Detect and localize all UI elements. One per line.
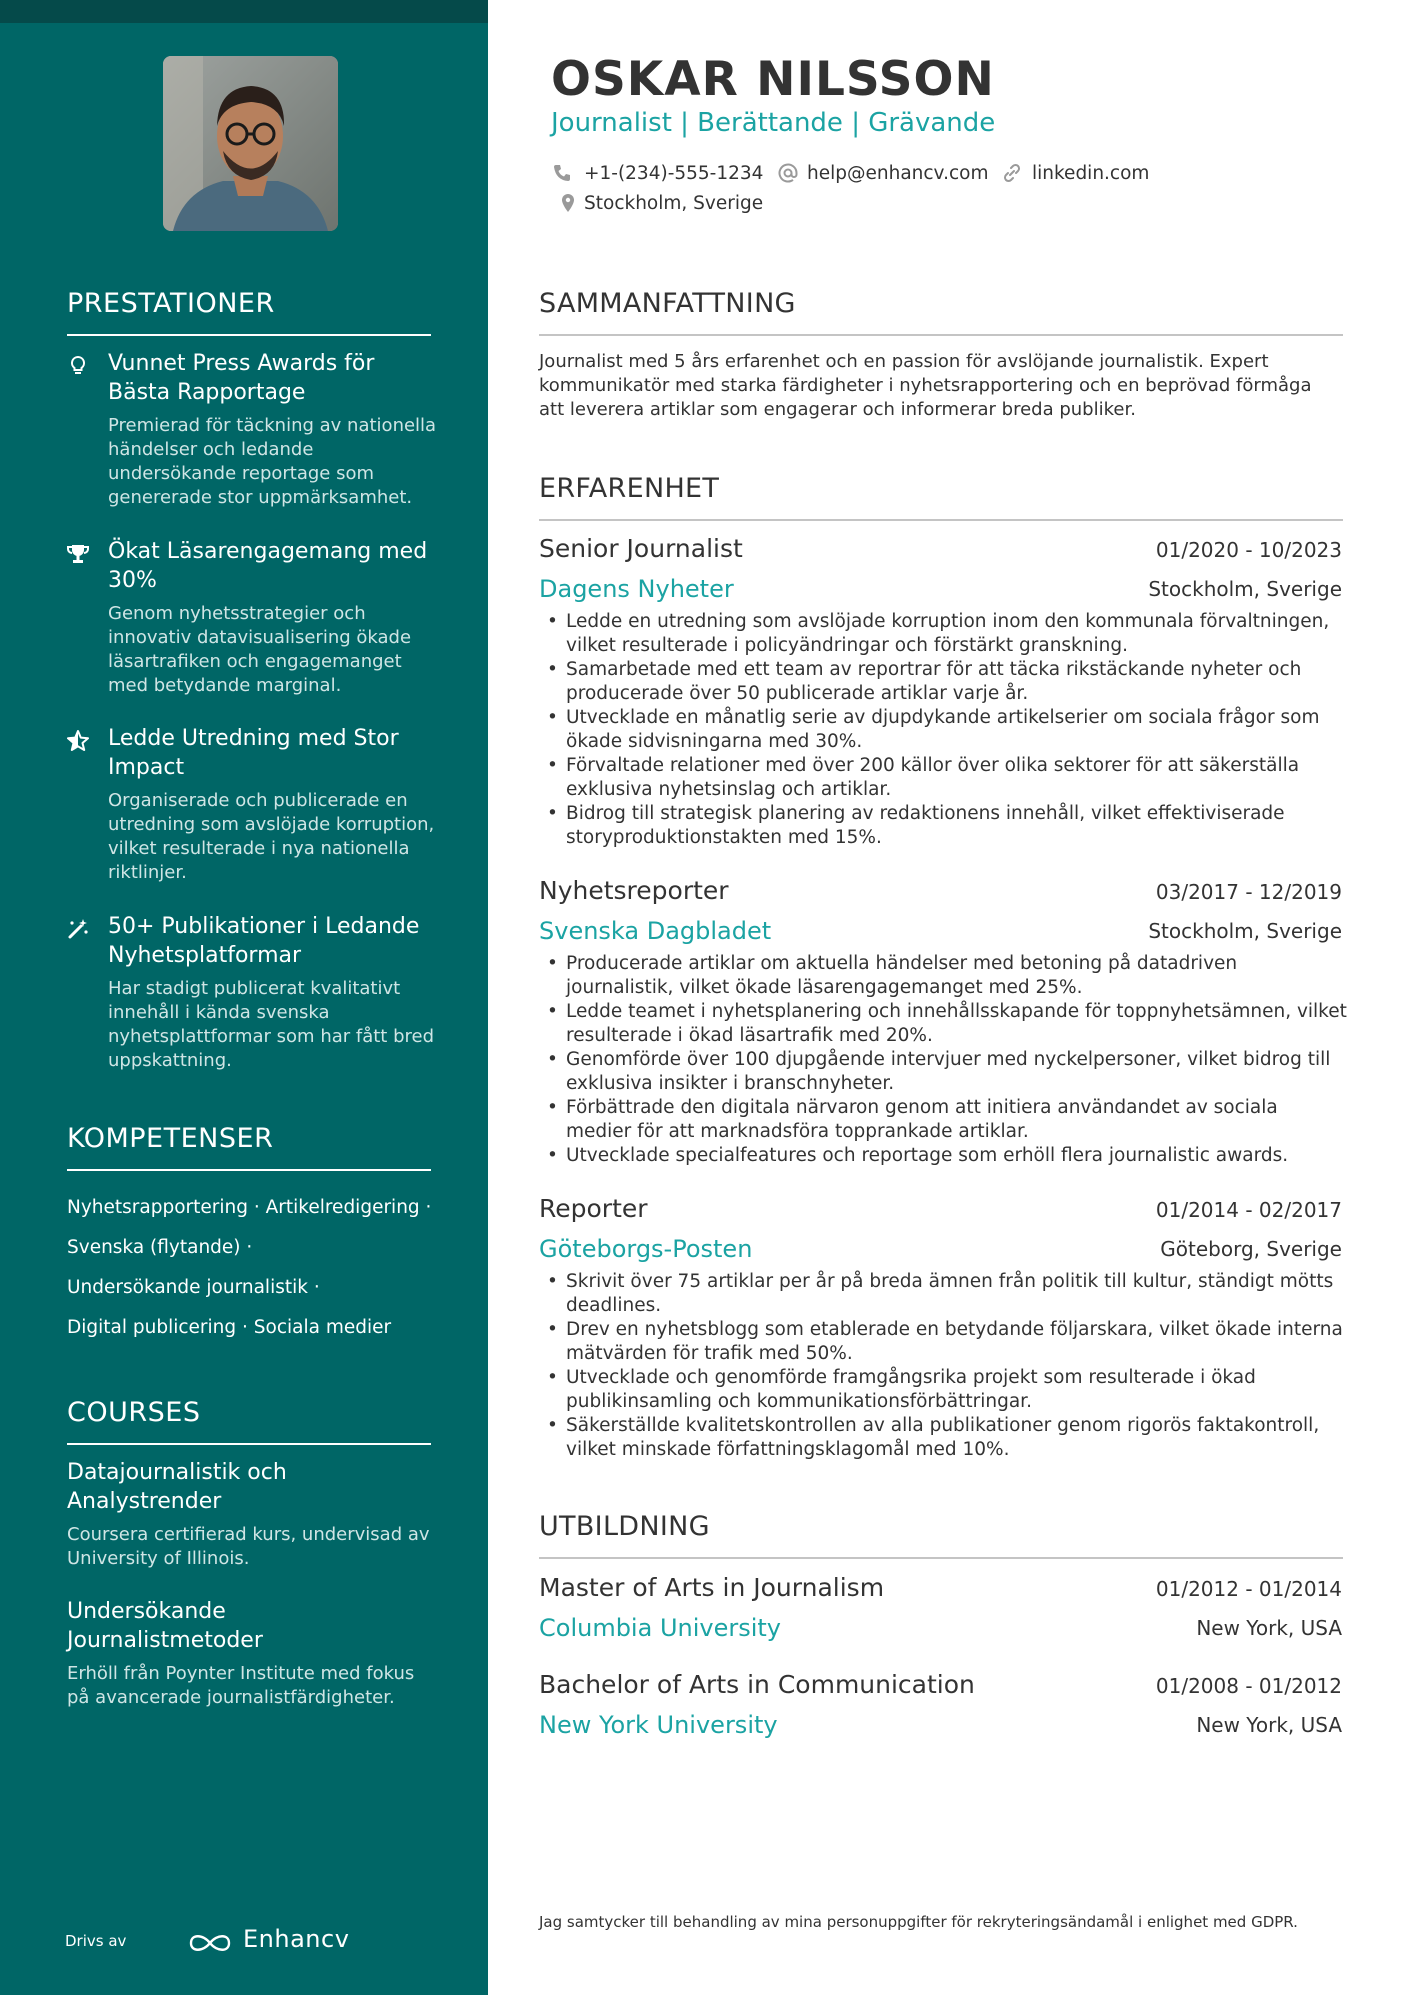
job-bullet: • Utvecklade och genomförde framgångsrika projekt som resulterade i ökad publikinsamling och kommunikationsförbättringar. — [547, 1366, 1347, 1414]
skills-line: Digital publicering · Sociala medier — [67, 1317, 392, 1338]
achievement-description: Har stadigt publicerat kvalitativt innehåll i kända svenska nyhetsplattformar som har fått bred uppskattning. — [108, 978, 435, 1071]
education-dates: 01/2008 - 01/2012 — [1155, 1674, 1342, 1698]
course-title: Undersökande Journalistmetoder — [67, 1599, 263, 1653]
job-role: Reporter — [539, 1194, 648, 1223]
job-role: Nyhetsreporter — [539, 876, 729, 905]
sidebar — [0, 0, 488, 1995]
lightbulb-icon — [67, 355, 89, 377]
phone-number[interactable]: +1-(234)-555-1234 — [584, 163, 764, 184]
job-bullet: • Genomförde över 100 djupgående intervjuer med nyckelpersoner, vilket bidrog till exklusiva insikter i branschnyheter. — [547, 1048, 1347, 1096]
education-dates: 01/2012 - 01/2014 — [1155, 1577, 1342, 1601]
job-bullets — [547, 952, 1347, 1168]
education-degree: Bachelor of Arts in Communication — [539, 1670, 975, 1699]
achievement-description: Organiserade och publicerade en utredning som avslöjade korruption, vilket resulterade i nya nationella riktlinjer. — [108, 790, 435, 883]
summary-heading: SAMMANFATTNING — [539, 288, 796, 319]
skills-line: Undersökande journalistik · — [67, 1277, 320, 1298]
job-location: Stockholm, Sverige — [1148, 919, 1342, 943]
job-bullet: • Skrivit över 75 artiklar per år på breda ämnen från politik till kultur, ständigt mötts deadlines. — [547, 1270, 1347, 1318]
job-bullet: • Utvecklade en månatlig serie av djupdykande artikelserier om sociala frågor som ökade sidvisningarna med 30%. — [547, 706, 1347, 754]
achievement-description: Premierad för täckning av nationella händelser och ledande undersökande reportage som genererade stor uppmärksamhet. — [108, 415, 437, 508]
education-location: New York, USA — [1196, 1713, 1342, 1737]
education-divider — [539, 1557, 1343, 1559]
achievement-title: Vunnet Press Awards för Bästa Rapportage — [108, 351, 375, 405]
job-bullet: • Förbättrade den digitala närvaron genom att initiera användandet av sociala medier för att marknadsföra topprankade artiklar. — [547, 1096, 1347, 1144]
trophy-icon — [67, 543, 89, 565]
job-bullet: • Producerade artiklar om aktuella händelser med betoning på datadriven journalistik, vilket ökade läsarengagemanget med 25%. — [547, 952, 1347, 1000]
phone-icon — [552, 163, 572, 183]
linkedin-link[interactable]: linkedin.com — [1032, 163, 1150, 184]
job-bullet: • Säkerställde kvalitetskontrollen av alla publikationer genom rigorös faktakontroll, vilket minskade författningsklagomål med 10%. — [547, 1414, 1347, 1462]
education-school: Columbia University — [539, 1614, 782, 1642]
location-pin-icon — [558, 193, 578, 213]
job-bullet: • Drev en nyhetsblogg som etablerade en betydande följarskara, vilket ökade interna mätvärden för trafik med 50%. — [547, 1318, 1347, 1366]
achievement-title: Ledde Utredning med Stor Impact — [108, 726, 399, 780]
location-text: Stockholm, Sverige — [584, 193, 764, 214]
job-dates: 01/2020 - 10/2023 — [1155, 538, 1342, 562]
skills-line: Svenska (flytande) · — [67, 1237, 253, 1258]
summary-divider — [539, 334, 1343, 336]
gdpr-consent-note: Jag samtycker till behandling av mina personuppgifter för rekryteringsändamål i enlighet med GDPR. — [539, 1913, 1298, 1931]
enhancv-brand-text: Enhancv — [243, 1925, 350, 1953]
course-description: Coursera certifierad kurs, undervisad av University of Illinois. — [67, 1524, 430, 1569]
achievement-title: Ökat Läsarengagemang med 30% — [108, 539, 428, 593]
courses-divider — [67, 1443, 431, 1445]
candidate-name: OSKAR NILSSON — [551, 52, 995, 107]
sidebar-top-band — [0, 0, 488, 23]
at-sign-icon — [778, 163, 798, 183]
job-dates: 03/2017 - 12/2019 — [1155, 880, 1342, 904]
course-description: Erhöll från Poynter Institute med fokus på avancerade journalistfärdigheter. — [67, 1663, 415, 1708]
job-location: Stockholm, Sverige — [1148, 577, 1342, 601]
star-icon — [67, 730, 89, 752]
job-bullet: • Ledde en utredning som avslöjade korruption inom den kommunala förvaltningen, vilket resulterade i policyändringar och förstärkt granskning. — [547, 610, 1347, 658]
skills-list — [67, 1188, 447, 1348]
achievement-description: Genom nyhetsstrategier och innovativ datavisualisering ökade läsartrafiken och engagemanget med betydande marginal. — [108, 603, 412, 696]
course-title: Datajournalistik och Analystrender — [67, 1460, 287, 1514]
profile-photo — [163, 56, 338, 231]
education-location: New York, USA — [1196, 1616, 1342, 1640]
skills-line: Nyhetsrapportering · Artikelredigering · — [67, 1197, 432, 1218]
job-dates: 01/2014 - 02/2017 — [1155, 1198, 1342, 1222]
job-bullet: • Bidrog till strategisk planering av redaktionens innehåll, vilket effektiviserade storyproduktionstakten med 15%. — [547, 802, 1347, 850]
education-degree: Master of Arts in Journalism — [539, 1573, 885, 1602]
link-icon — [1002, 163, 1022, 183]
achievement-title: 50+ Publikationer i Ledande Nyhetsplatformar — [108, 914, 420, 968]
candidate-tagline: Journalist | Berättande | Grävande — [551, 108, 996, 138]
magic-wand-icon — [67, 918, 89, 940]
achievements-divider — [67, 334, 431, 336]
education-heading: UTBILDNING — [539, 1511, 710, 1542]
job-role: Senior Journalist — [539, 534, 743, 563]
job-bullets — [547, 610, 1347, 850]
experience-divider — [539, 519, 1343, 521]
email-address[interactable]: help@enhancv.com — [807, 163, 989, 184]
summary-text: Journalist med 5 års erfarenhet och en passion för avslöjande journalistik. Expert kommunikatör med starka färdigheter i nyhetsrapportering och en beprövad förmåga att leverera artiklar som engagerar och informerar breda publiker. — [539, 351, 1312, 420]
skills-heading: KOMPETENSER — [67, 1123, 274, 1154]
powered-by-label: Drivs av — [65, 1932, 127, 1950]
job-company: Svenska Dagbladet — [539, 917, 772, 945]
experience-heading: ERFARENHET — [539, 473, 720, 504]
job-bullets — [547, 1270, 1347, 1462]
job-bullet: • Samarbetade med ett team av reportrar för att täcka rikstäckande nyheter och producerade över 50 publicerade artiklar varje år. — [547, 658, 1347, 706]
achievements-heading: PRESTATIONER — [67, 288, 275, 319]
courses-heading: COURSES — [67, 1397, 201, 1428]
job-bullet: • Förvaltade relationer med över 200 källor över olika sektorer för att säkerställa exklusiva nyhetsinslag och artiklar. — [547, 754, 1347, 802]
skills-divider — [67, 1169, 431, 1171]
job-company: Dagens Nyheter — [539, 575, 734, 603]
job-bullet: • Utvecklade specialfeatures och reportage som erhöll flera journalistic awards. — [547, 1144, 1347, 1168]
job-company: Göteborgs-Posten — [539, 1235, 753, 1263]
job-bullet: • Ledde teamet i nyhetsplanering och innehållsskapande för toppnyhetsämnen, vilket resulterade i ökad läsartrafik med 20%. — [547, 1000, 1347, 1048]
job-location: Göteborg, Sverige — [1160, 1237, 1342, 1261]
education-school: New York University — [539, 1711, 778, 1739]
